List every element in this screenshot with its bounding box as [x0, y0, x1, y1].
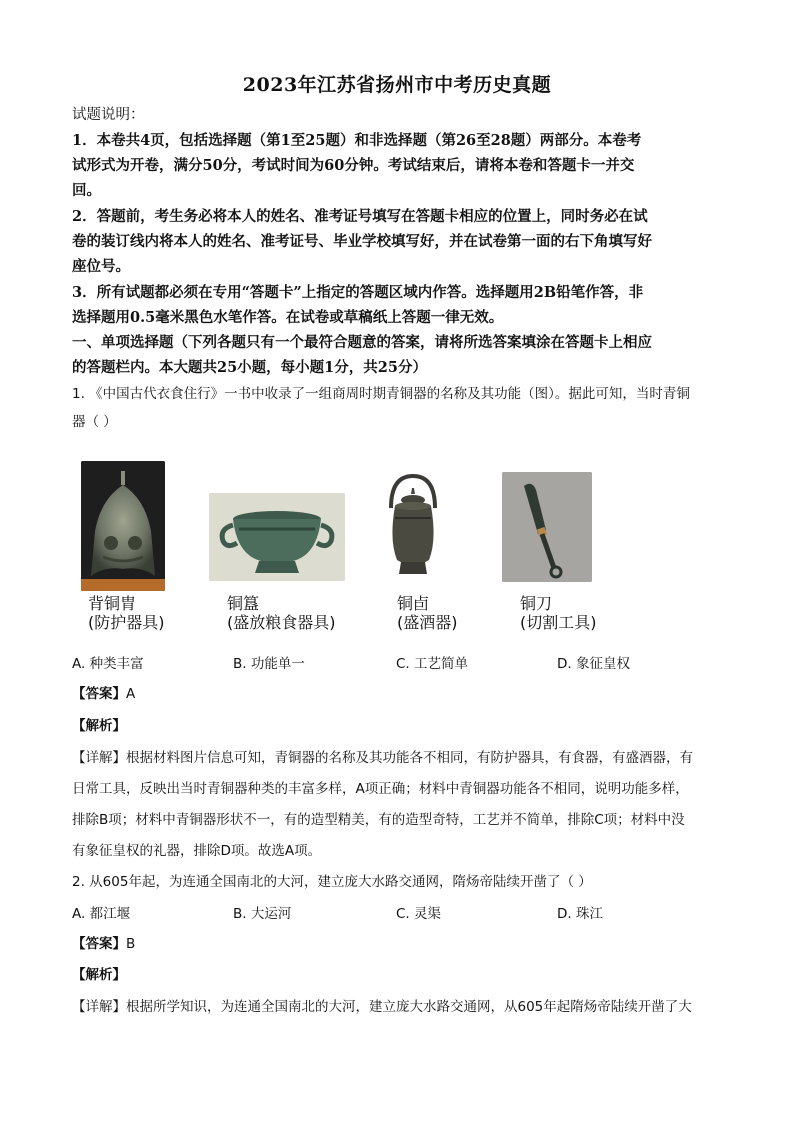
- detail-line: 【详解】根据所学知识，为连通全国南北的大河，建立庞大水路交通网，从605年起隋炀帝陆续开凿了大: [72, 999, 692, 1015]
- option-d: D. 珠江: [557, 906, 603, 922]
- answer-label: 【答案】: [72, 686, 126, 702]
- page-title: 2023年江苏省扬州市中考历史真题: [242, 74, 552, 96]
- question-1-stem: 1. 《中国古代衣食住行》一书中收录了一组商周时期青铜器的名称及其功能（图）。据此可知，当时青铜: [72, 386, 690, 402]
- instruction-line: 卷的装订线内将本人的姓名、准考证号、毕业学校填写好，并在试卷第一面的右下角填写好: [72, 233, 652, 250]
- instructions-heading: 试题说明：: [72, 107, 145, 123]
- option-a: A. 都江堰: [72, 906, 131, 922]
- artifact-use: (切割工具): [520, 613, 597, 632]
- instruction-line: 1．本卷共4页，包括选择题（第1至25题）和非选择题（第26至28题）两部分。本卷考: [72, 132, 642, 149]
- bronze-knife-image: [502, 472, 592, 582]
- option-b: B. 功能单一: [233, 656, 305, 672]
- answer-value: A: [126, 686, 136, 702]
- artifact-name: 铜卣: [397, 594, 430, 613]
- artifact-name: 铜簋: [227, 594, 260, 613]
- section-heading: 的答题栏内。本大题共25小题，每小题1分，共25分）: [72, 359, 427, 376]
- answer-line: [72, 682, 135, 702]
- instruction-line: 2．答题前，考生务必将本人的姓名、准考证号填写在答题卡相应的位置上，同时务必在试: [72, 208, 648, 225]
- detail-line: 排除B项；材料中青铜器形状不一，有的造型精美，有的造型奇特，工艺并不简单，排除C项；材料中没: [72, 812, 685, 828]
- instruction-line: 3．所有试题都必须在专用“答题卡”上指定的答题区域内作答。选择题用2B铅笔作答，非: [72, 284, 644, 301]
- answer-value: B: [126, 936, 136, 952]
- analysis-label: [72, 714, 126, 734]
- detail-line: 有象征皇权的礼器，排除D项。故选A项。: [72, 843, 322, 859]
- detail-line: 【详解】根据材料图片信息可知，青铜器的名称及其功能各不相同，有防护器具，有食器，有盛酒器，有: [72, 750, 693, 766]
- analysis-label: [72, 963, 126, 983]
- instruction-line: 试形式为开卷，满分50分，考试时间为60分钟。考试结束后，请将本卷和答题卡一并交: [72, 157, 635, 174]
- instruction-line: 选择题用0.5毫米黑色水笔作答。在试卷或草稿纸上答题一律无效。: [72, 309, 504, 326]
- option-c: C. 灵渠: [396, 906, 442, 922]
- instruction-line: 回。: [72, 182, 101, 199]
- option-c: C. 工艺简单: [396, 656, 469, 672]
- bronze-helmet-image: [81, 461, 165, 591]
- option-a: A. 种类丰富: [72, 656, 144, 672]
- section-heading: 一、单项选择题（下列各题只有一个最符合题意的答案，请将所选答案填涂在答题卡上相应: [72, 334, 652, 351]
- answer-line: [72, 932, 135, 952]
- artifact-use: (盛放粮食器具): [227, 613, 336, 632]
- artifact-use: (防护器具): [88, 613, 165, 632]
- artifact-name: 铜刀: [520, 594, 553, 613]
- answer-label: 【答案】: [72, 936, 126, 952]
- artifact-use: (盛酒器): [397, 613, 458, 632]
- detail-line: 日常工具，反映出当时青铜器种类的丰富多样，A项正确；材料中青铜器功能各不相同，说明功能多样，: [72, 781, 689, 797]
- bronze-gui-image: [209, 493, 345, 581]
- analysis-label-text: 【解析】: [72, 967, 126, 983]
- question-1-stem: 器（ ）: [72, 414, 117, 430]
- option-b: B. 大运河: [233, 906, 292, 922]
- bronze-you-image: [381, 470, 445, 580]
- analysis-label-text: 【解析】: [72, 718, 126, 734]
- option-d: D. 象征皇权: [557, 656, 630, 672]
- instruction-line: 座位号。: [72, 258, 130, 275]
- artifact-name: 背铜胄: [88, 594, 137, 613]
- question-2-stem: 2. 从605年起，为连通全国南北的大河，建立庞大水路交通网，隋炀帝陆续开凿了（ ）: [72, 874, 592, 890]
